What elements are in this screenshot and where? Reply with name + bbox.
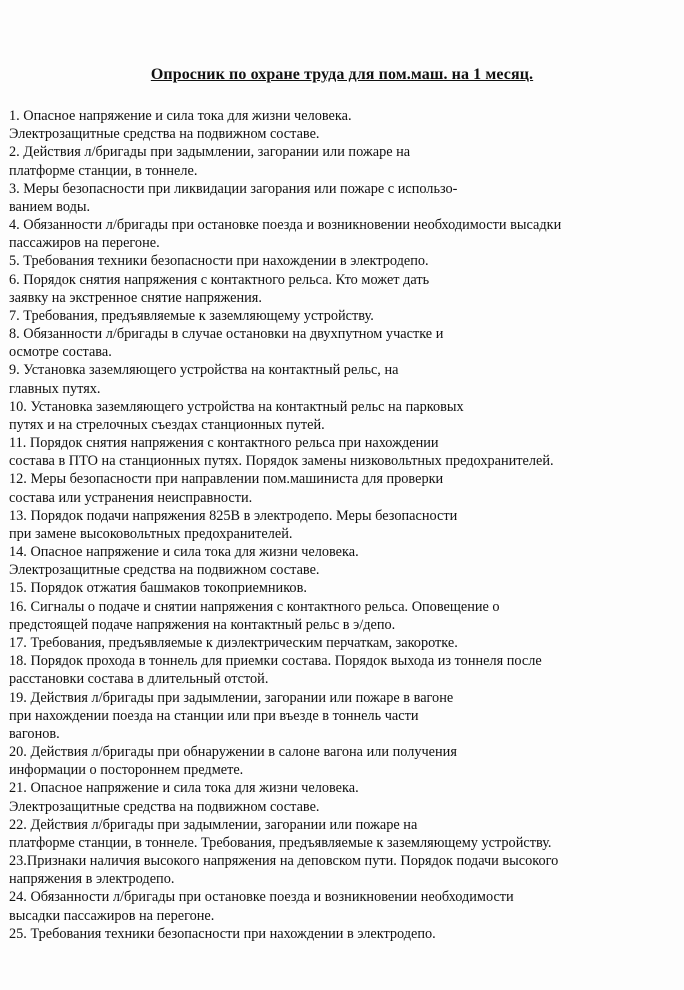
question-line: ванием воды. (9, 198, 91, 215)
question-line: 12. Меры безопасности при направлении пом.машиниста для проверки (9, 471, 444, 488)
question-line: главных путях. (9, 380, 101, 397)
question-line: 19. Действия л/бригады при задымлении, загорании или пожаре в вагоне (9, 689, 454, 706)
question-line: 10. Установка заземляющего устройства на контактный рельс на парковых (9, 398, 464, 415)
question-line: предстоящей подаче напряжения на контактный рельс в э/депо. (9, 616, 396, 633)
question-line: информации о постороннем предмете. (9, 762, 244, 779)
question-line: осмотре состава. (9, 344, 112, 361)
question-line: 16. Сигналы о подаче и снятии напряжения с контактного рельса. Оповещение о (9, 598, 500, 615)
question-line: 8. Обязанности л/бригады в случае остановки на двухпутном участке и (9, 326, 444, 343)
question-line: 23.Признаки наличия высокого напряжения на деповском пути. Порядок подачи высокого (9, 853, 559, 870)
question-line: 15. Порядок отжатия башмаков токоприемников. (9, 580, 307, 597)
question-line: 11. Порядок снятия напряжения с контактного рельса при нахождении (9, 435, 439, 452)
question-line: напряжения в электродепо. (9, 871, 175, 888)
question-line: вагонов. (9, 725, 60, 742)
question-line: 3. Меры безопасности при ликвидации загорания или пожаре с использо- (9, 180, 458, 197)
question-line: 1. Опасное напряжение и сила тока для жизни человека. (9, 108, 352, 124)
question-line: платформе станции, в тоннеле. (9, 162, 198, 179)
question-line: путях и на стрелочных съездах станционных путей. (9, 416, 325, 433)
question-line: 24. Обязанности л/бригады при остановке поезда и возникновении необходимости (9, 889, 514, 906)
question-line: 2. Действия л/бригады при задымлении, загорании или пожаре на (9, 144, 411, 161)
question-line: 7. Требования, предъявляемые к заземляющему устройству. (9, 307, 374, 324)
question-line: состава в ПТО на станционных путях. Порядок замены низковольтных предохранителей. (9, 453, 554, 470)
question-line: расстановки состава в длительный отстой. (9, 671, 269, 688)
question-line: Электрозащитные средства на подвижном составе. (9, 798, 320, 815)
question-line: 4. Обязанности л/бригады при остановке поезда и возникновении необходимости высадки (9, 217, 562, 234)
document-title: Опросник по охране труда для пом.маш. на 1 месяц. (150, 66, 534, 83)
question-line: 18. Порядок прохода в тоннель для приемки состава. Порядок выхода из тоннеля после (9, 653, 542, 670)
question-line: заявку на экстренное снятие напряжения. (9, 289, 262, 306)
question-line: 14. Опасное напряжение и сила тока для жизни человека. (9, 544, 359, 561)
question-line: 22. Действия л/бригады при задымлении, загорании или пожаре на (9, 816, 418, 833)
question-line: 21. Опасное напряжение и сила тока для жизни человека. (9, 780, 359, 797)
question-line: состава или устранения неисправности. (9, 489, 253, 506)
question-line: платформе станции, в тоннеле. Требования, предъявляемые к заземляющему устройству. (9, 834, 552, 851)
question-line: при нахождении поезда на станции или при въезде в тоннель части (9, 707, 419, 724)
question-line: 13. Порядок подачи напряжения 825В в электродепо. Меры безопасности (9, 507, 458, 524)
question-line: 17. Требования, предъявляемые к диэлектрическим перчаткам, закоротке. (9, 634, 458, 651)
question-line: 9. Установка заземляющего устройства на контактный рельс, на (9, 362, 399, 379)
question-line: 20. Действия л/бригады при обнаружении в салоне вагона или получения (9, 744, 457, 761)
question-list (9, 107, 677, 943)
question-line: 5. Требования техники безопасности при нахождении в электродепо. (9, 253, 429, 270)
question-line: при замене высоковольтных предохранителей. (9, 525, 293, 542)
question-line: Электрозащитные средства на подвижном составе. (9, 562, 320, 579)
question-line: 6. Порядок снятия напряжения с контактного рельса. Кто может дать (9, 271, 430, 288)
question-line: высадки пассажиров на перегоне. (9, 907, 215, 924)
question-line: пассажиров на перегоне. (9, 235, 160, 252)
question-line: 25. Требования техники безопасности при нахождении в электродепо. (9, 925, 436, 942)
question-line: Электрозащитные средства на подвижном составе. (9, 126, 320, 143)
